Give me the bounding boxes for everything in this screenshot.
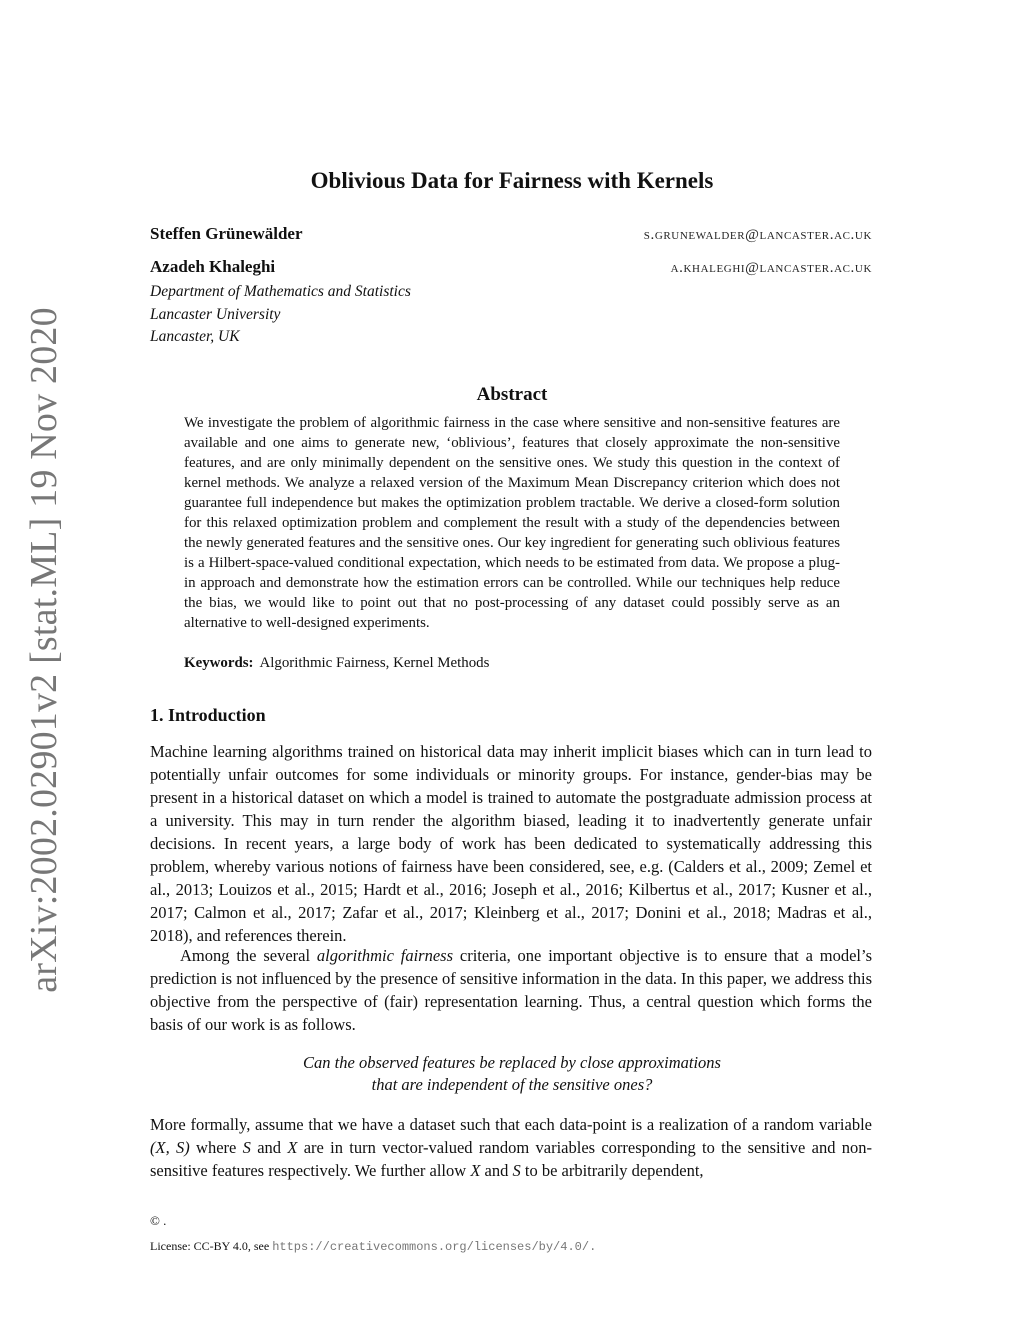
intro-paragraph-2 bbox=[150, 944, 872, 1036]
keywords bbox=[184, 655, 489, 672]
research-question bbox=[0, 1052, 1024, 1096]
p2-emphasis: algorithmic fairness bbox=[316, 946, 454, 965]
p3-text: where bbox=[189, 1138, 243, 1157]
arxiv-stamp: arXiv:2002.02901v2 [stat.ML] 19 Nov 2020 bbox=[23, 307, 65, 993]
p3-text: More formally, assume that we have a dataset such that each data-point is a realization of a random variable bbox=[150, 1115, 872, 1134]
author-row-2 bbox=[150, 257, 872, 277]
author-name: Azadeh Khaleghi bbox=[150, 257, 276, 276]
math-xs: (X, S) bbox=[150, 1138, 190, 1157]
math-x: X bbox=[470, 1161, 481, 1180]
p2-text-end: criteria, one important objective is to ensure that a model’s prediction is not influenced by the presence of sensitive information in the data. In this paper, we address this objective from the perspective of (fair) representation learning. Thus, a central question which forms the basis of our work is as follows. bbox=[150, 946, 872, 1034]
section-heading: 1. Introduction bbox=[150, 705, 266, 725]
p2-text-start: Among the several bbox=[180, 946, 317, 965]
math-x: X bbox=[287, 1138, 298, 1157]
question-line: Can the observed features be replaced by close approximations bbox=[303, 1053, 721, 1072]
author-email[interactable]: a.khaleghi@lancaster.ac.uk bbox=[670, 260, 872, 276]
math-s: S bbox=[512, 1161, 521, 1180]
affiliation bbox=[150, 281, 411, 349]
intro-paragraph-1: Machine learning algorithms trained on historical data may inherit implicit biases which can in turn lead to potentially unfair outcomes for some individuals or minority groups. For instance, gender-bias may be present in a historical dataset on which a model is trained to automate the postgraduate admission process at a university. This may in turn render the algorithm biased, leading it to inadvertently generate unfair decisions. In recent years, a large body of work has been dedicated to systematically addressing this problem, whereby various notions of fairness have been considered, see, e.g. (Calders et al., 2009; Zemel et al., 2013; Louizos et al., 2015; Hardt et al., 2016; Joseph et al., 2016; Kilbertus et al., 2017; Kusner et al., 2017; Calmon et al., 2017; Zafar et al., 2017; Kleinberg et al., 2017; Donini et al., 2018; Madras et al., 2018), and references therein. bbox=[150, 742, 872, 945]
affiliation-line: Lancaster, UK bbox=[150, 328, 240, 345]
affiliation-line: Department of Mathematics and Statistics bbox=[150, 283, 411, 300]
author-row-1 bbox=[150, 224, 872, 244]
question-line: that are independent of the sensitive ones? bbox=[371, 1075, 653, 1094]
p3-text: and bbox=[250, 1138, 288, 1157]
author-name: Steffen Grünewälder bbox=[150, 224, 303, 243]
p3-text: are in turn vector-valued random variables corresponding to the sensitive and non-sensitive features respectively. We further allow bbox=[150, 1138, 873, 1180]
math-s: S bbox=[242, 1138, 251, 1157]
p3-text: to be arbitrarily dependent, bbox=[520, 1161, 704, 1180]
affiliation-line: Lancaster University bbox=[150, 305, 281, 323]
license-suffix: . bbox=[589, 1240, 597, 1254]
intro-paragraph-3 bbox=[150, 1113, 872, 1182]
license-prefix: License: CC-BY 4.0, see bbox=[150, 1239, 273, 1253]
paper-title: Oblivious Data for Fairness with Kernels bbox=[310, 168, 714, 193]
license-line bbox=[150, 1239, 596, 1254]
copyright-note: © . bbox=[150, 1213, 167, 1228]
p3-text: and bbox=[480, 1161, 513, 1180]
license-link[interactable]: https://creativecommons.org/licenses/by/4.0/ bbox=[272, 1240, 590, 1254]
author-email[interactable]: s.grunewalder@lancaster.ac.uk bbox=[643, 227, 872, 243]
abstract-text: We investigate the problem of algorithmic fairness in the case where sensitive and non-sensitive features are available and one aims to generate new, ‘oblivious’, features that closely approximate the non-sensitive features, and are only minimally dependent on the sensitive ones. We study this question in the context of kernel methods. We analyze a relaxed version of the Maximum Mean Discrepancy criterion which does not guarantee full independence but makes the optimization problem tractable. We derive a closed-form solution for this relaxed optimization problem and complement the result with a study of the dependencies between the newly generated features and the sensitive ones. Our key ingredient for generating such oblivious features is a Hilbert-space-valued conditional expectation, which needs to be estimated from data. We propose a plug-in approach and demonstrate how the estimation errors can be controlled. While our techniques help reduce the bias, we would like to point out that no post-processing of any dataset could possibly serve as an alternative to well-designed experiments. bbox=[184, 415, 840, 631]
keywords-list: Algorithmic Fairness, Kernel Methods bbox=[259, 655, 490, 671]
abstract-heading: Abstract bbox=[476, 384, 548, 405]
keywords-label: Keywords: bbox=[184, 655, 254, 671]
